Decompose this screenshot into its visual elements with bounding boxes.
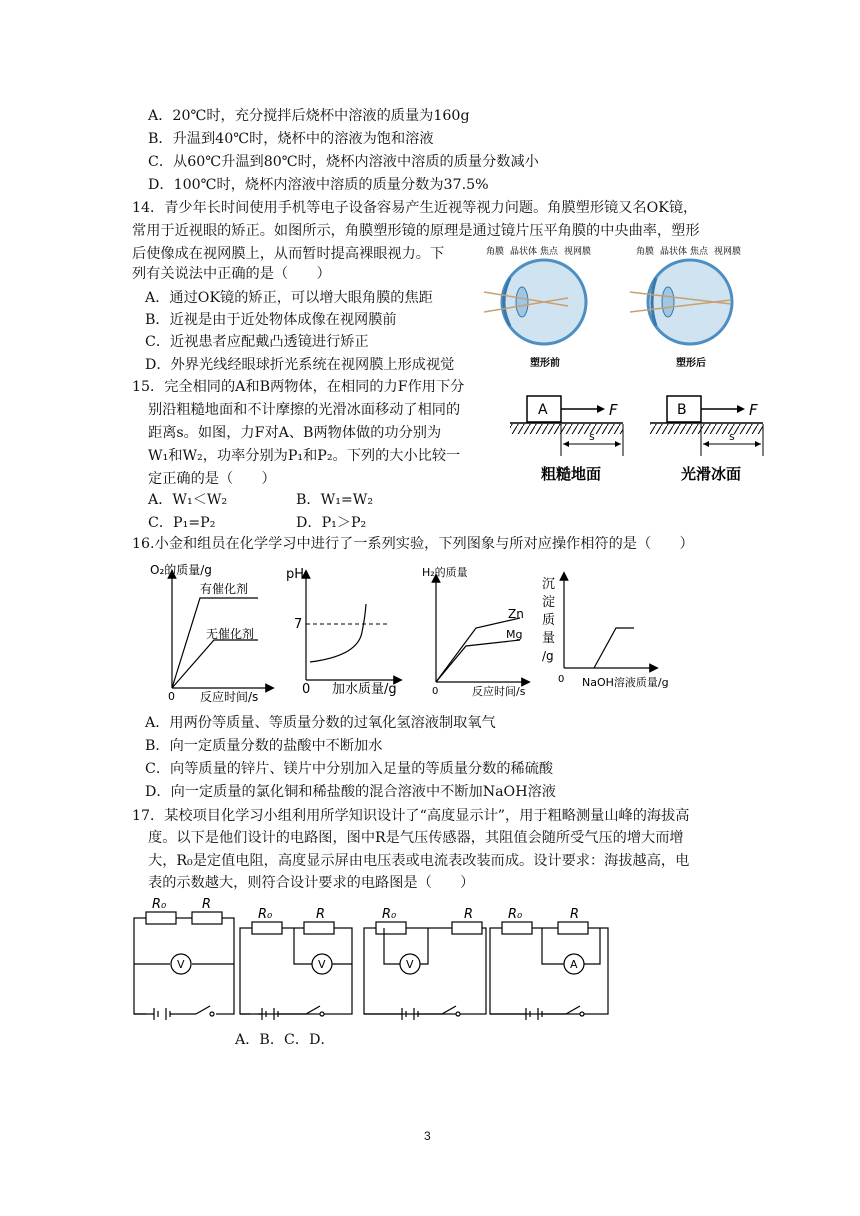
- circuit-b: [240, 922, 352, 1020]
- eye-before: [484, 245, 591, 369]
- q16-option-b: B．向一定质量分数的盐酸中不断加水: [145, 738, 383, 754]
- q13-option-b: B．升温到40℃时，烧杯中的溶液为饱和溶液: [148, 131, 434, 147]
- q15-option-d: D．P₁＞P₂: [296, 515, 367, 531]
- q15-stem-line1: 15．完全相同的A和B两物体，在相同的力F作用下分: [132, 379, 465, 395]
- circuit-d: [490, 922, 608, 1020]
- g3-xlabel: 反应时间/s: [472, 685, 526, 698]
- label-focus-2: 焦点: [690, 247, 709, 257]
- label-focus: 焦点: [540, 247, 559, 257]
- page-number: 3: [424, 1129, 431, 1143]
- q14-stem-line2: 常用于近视眼的矫正。如图所示，角膜塑形镜的原理是通过镜片压平角膜的中央曲率，塑形: [132, 223, 700, 239]
- label-lens-2: 晶状体: [660, 247, 688, 257]
- g4-ylabel-5: /g: [542, 649, 554, 663]
- q15-option-b: B．W₁=W₂: [296, 492, 374, 508]
- g1-series-no-catalyst: 无催化剂: [206, 627, 255, 641]
- caption-ice: 光滑冰面: [681, 465, 742, 483]
- label-cornea: 角膜: [486, 247, 505, 257]
- q17-stem-line1: 17．某校项目化学习小组利用所学知识设计了“高度显示计”，用于粗略测量山峰的海拔高: [132, 808, 690, 824]
- eye-after: [630, 245, 741, 369]
- q16-stem: 16.小金和组员在化学学习中进行了一系列实验，下列图象与所对应操作相符的是（ ）: [132, 536, 694, 552]
- g3-origin: 0: [432, 686, 439, 697]
- force-f-label-2: F: [749, 401, 758, 419]
- label-retina-2: 视网膜: [714, 247, 742, 257]
- q15-stem-line4: W₁和W₂，功率分别为P₁和P₂。下列的大小比较一: [148, 448, 461, 464]
- cc-voltmeter: V: [406, 958, 414, 971]
- q15-stem-line2: 别沿粗糙地面和不计摩擦的光滑冰面移动了相同的: [148, 402, 461, 418]
- label-lens: 晶状体: [510, 247, 538, 257]
- g3-series-mg: Mg: [506, 628, 523, 641]
- ca-r: R: [202, 897, 212, 912]
- rough-ground-scene: [510, 396, 623, 483]
- ca-r0: R₀: [152, 897, 167, 912]
- graph-ph: [286, 567, 398, 697]
- q15-stem-line5: 定正确的是（ ）: [148, 471, 276, 487]
- cc-r: R: [464, 907, 474, 922]
- q14-stem-line1: 14．青少年长时间使用手机等电子设备容易产生近视等视力问题。角膜塑形镜又名OK镜，: [132, 200, 698, 216]
- eye-diagram: [480, 240, 750, 372]
- g1-origin: 0: [168, 690, 175, 703]
- g2-ylabel: pH: [286, 567, 305, 582]
- cc-r0: R₀: [382, 907, 397, 922]
- q16-option-c: C．向等质量的锌片、镁片中分别加入足量的等质量分数的稀硫酸: [145, 761, 554, 777]
- block-b-label: B: [677, 402, 687, 418]
- g4-origin: 0: [558, 674, 565, 685]
- cd-r: R: [570, 907, 580, 922]
- q17-stem-line2: 度。以下是他们设计的电路图，图中R是气压传感器，其阻值会随所受气压的增大而增: [148, 830, 684, 846]
- q15-option-a: A．W₁＜W₂: [148, 492, 228, 508]
- distance-s-label: s: [589, 430, 595, 443]
- g2-origin: 0: [302, 682, 311, 697]
- circuit-c: [364, 922, 486, 1020]
- ice-scene: [650, 396, 763, 483]
- q16-option-a: A．用两份等质量、等质量分数的过氧化氢溶液制取氧气: [145, 715, 496, 731]
- g4-ylabel-2: 淀: [542, 595, 556, 610]
- caption-rough: 粗糙地面: [541, 465, 602, 483]
- q14-stem-line3: 后使像成在视网膜上，从而暂时提高裸眼视力。下: [132, 246, 445, 262]
- cb-r: R: [316, 907, 326, 922]
- distance-s-label-2: s: [729, 430, 735, 443]
- q14-stem-line4: 列有关说法中正确的是（ ）: [132, 266, 331, 282]
- g1-xlabel: 反应时间/s: [200, 690, 259, 704]
- q13-option-a: A．20℃时，充分搅拌后烧杯中溶液的质量为160g: [148, 108, 470, 124]
- cd-ammeter: A: [570, 958, 578, 971]
- q17-circuits: [126, 892, 616, 1027]
- ca-voltmeter: V: [177, 958, 185, 971]
- cb-r0: R₀: [258, 907, 273, 922]
- q17-option-labels: A．B．C．D．: [235, 1032, 335, 1048]
- graph-precipitate: [542, 576, 669, 689]
- g3-series-zn: Zn: [508, 607, 524, 621]
- g4-ylabel-4: 量: [542, 631, 556, 646]
- q13-option-c: C．从60℃升温到80℃时，烧杯内溶液中溶质的质量分数减小: [148, 154, 539, 170]
- g4-xlabel: NaOH溶液质量/g: [582, 676, 669, 689]
- block-a-label: A: [538, 402, 548, 418]
- q14-option-b: B．近视是由于近处物体成像在视网膜前: [145, 312, 397, 328]
- g1-series-catalyst: 有催化剂: [200, 582, 249, 596]
- graph-oxygen: [150, 562, 270, 704]
- q15-option-c: C．P₁=P₂: [148, 515, 216, 531]
- g4-ylabel-3: 质: [542, 613, 556, 628]
- force-diagram: [505, 386, 775, 486]
- q13-option-d: D．100℃时，烧杯内溶液中溶质的质量分数为37.5%: [148, 177, 489, 193]
- graph-hydrogen: [422, 565, 526, 698]
- q15-stem-line3: 距离s。如图，力F对A、B两物体做的功分别为: [148, 425, 442, 441]
- q17-stem-line3: 大，R₀是定值电阻，高度显示屏由电压表或电流表改装而成。设计要求：海拔越高，电: [148, 853, 690, 869]
- g3-ylabel: H₂的质量: [422, 566, 468, 579]
- caption-before: 塑形前: [530, 358, 560, 369]
- g4-ylabel-1: 沉: [542, 577, 556, 592]
- caption-after: 塑形后: [676, 358, 706, 369]
- g2-tick-7: 7: [294, 617, 303, 632]
- label-cornea-2: 角膜: [636, 247, 655, 257]
- q17-stem-line4: 表的示数越大，则符合设计要求的电路图是（ ）: [148, 875, 475, 891]
- q14-option-c: C．近视患者应配戴凸透镜进行矫正: [145, 334, 369, 350]
- q14-option-a: A．通过OK镜的矫正，可以增大眼角膜的焦距: [145, 290, 433, 306]
- label-retina: 视网膜: [564, 247, 592, 257]
- q14-option-d: D．外界光线经眼球折光系统在视网膜上形成视觉: [145, 357, 455, 373]
- force-f-label: F: [609, 401, 618, 419]
- cd-r0: R₀: [508, 907, 523, 922]
- q16-option-d: D．向一定质量的氯化铜和稀盐酸的混合溶液中不断加NaOH溶液: [145, 784, 556, 800]
- q16-graphs: [148, 560, 688, 705]
- g2-xlabel: 加水质量/g: [332, 682, 397, 697]
- cb-voltmeter: V: [318, 958, 326, 971]
- g1-ylabel: O₂的质量/g: [150, 563, 212, 577]
